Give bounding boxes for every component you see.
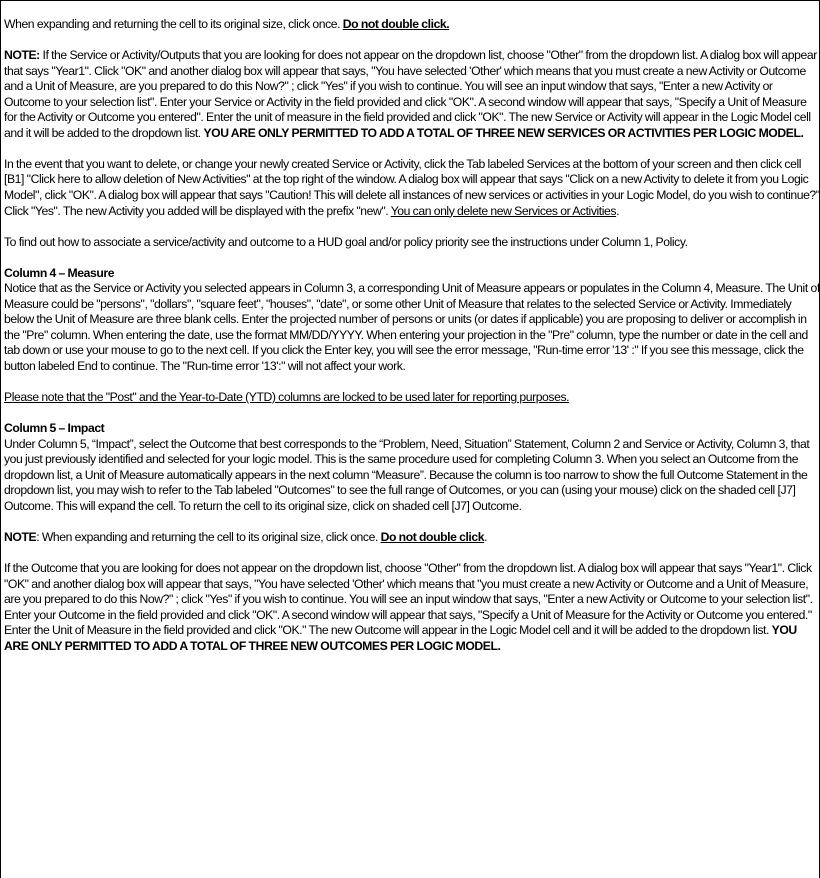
limit-warning: YOU ARE ONLY PERMITTED TO ADD A TOTAL OF THREE NEW OUTCOMES PER LOGIC MODEL.: [4, 623, 797, 653]
warning-text: Do not double click.: [342, 17, 450, 31]
section-body: Under Column 5, “Impact”, select the Outcome that best corresponds to the “Problem, Need, Situation” Statement, Column 2 and Service or Activity, Column 3, that you just previously identified and selected for your logic model. This is the same procedure used for completing Column 3. When you select an Outcome from the dropdown list, a Unit of Measure automatically appears in the next column “Measure”. Because the column is too narrow to show the full Outcome Statement in the dropdown list, you may wish to refer to the Tab labeled "Outcomes" to see the full range of Outcomes, or you can (using your mouse) click on the shaded cell [J7] Outcome. This will expand the cell. To return the cell to its original size, click on shaded cell [J7] Outcome.: [4, 436, 810, 513]
section-body: Notice that as the Service or Activity you selected appears in Column 3, a corresponding Unit of Measure appears or populates in the Column 4, Measure. The Unit of Measure could be "persons", "dollars", "square feet", "houses", "date", or some other Unit of Measure that relates to the selected Service or Activity. Immediately below the Unit of Measure are three blank cells. Enter the projected number of persons or units (or dates if applicable) you are proposing to deliver or accomplish in the "Pre" column. When entering the date, use the format MM/DD/YYYY. When entering your projection in the "Pre" column, type the number or date in the cell and tab down or use your mouse to go to the next cell. If you click the Enter key, you will see the error message, "Run-time error '13' :" If you see this message, click the button labeled End to continue. The "Run-time error '13':" will not affect your work.: [4, 281, 820, 374]
text: .: [484, 530, 488, 545]
delete-services-paragraph: [4, 157, 820, 219]
note-label: NOTE: [4, 530, 37, 545]
warning-text: Do not double click: [380, 530, 485, 545]
note-label: NOTE:: [4, 48, 40, 63]
locked-columns-note: [4, 390, 820, 406]
section-heading: Column 5 – Impact: [4, 421, 105, 436]
text: : When expanding and returning the cell to its original size, click once.: [36, 530, 381, 545]
section-heading: Column 4 – Measure: [4, 265, 115, 280]
text: If the Outcome that you are looking for does not appear on the dropdown list, choose "Other" from the dropdown list. A dialog box will appear that says "Year1". Click "OK" and another dialog box will appear that says, "You have selected 'Other' which means that "you must create a new Activity or Outcome and a Unit of Measure, are you prepared to do this Now?" ; click "Yes" if you wish to continue. You will see an input window that says, "Enter a new Activity or Outcome to your selection list". Enter your Outcome in the field provided and click "OK". A second window will appear that says, "Specify a Unit of Measure for the Activity or Outcome you entered." Enter the Unit of Measure in the field provided and click "OK." The new Outcome will appear in the Logic Model cell and it will be added to the dropdown list.: [4, 561, 813, 638]
limit-warning: YOU ARE ONLY PERMITTED TO ADD A TOTAL OF THREE NEW SERVICES OR ACTIVITIES PER LOGIC MODEL.: [203, 125, 804, 140]
column-4-section: [4, 266, 820, 375]
other-outcome-paragraph: [4, 561, 820, 654]
column-5-section: [4, 421, 820, 514]
underlined-text: You can only delete new Services or Activities: [390, 203, 617, 218]
hud-goal-paragraph: To find out how to associate a service/activity and outcome to a HUD goal and/or policy priority see the instructions under Column 1, Policy.: [4, 234, 688, 249]
text: .: [616, 203, 620, 218]
column-5-note: [4, 530, 820, 546]
note-other-services-paragraph: [4, 48, 820, 141]
text: In the event that you want to delete, or change your newly created Service or Activity, click the Tab labeled Services at the bottom of your screen and then click cell [B1] "Click here to allow deletion of New Activities" at the top right of the window. A dialog box will appear that says "Click on a new Activity to delete it from you Logic Model", click "OK". A dialog box will appear that says "Caution! This will delete all instances of new services or activities in your Logic Model, do you wish to continue?" Click "Yes". The new Activity you added will be displayed with the prefix "new".: [4, 156, 820, 218]
underlined-text: Please note that the "Post" and the Year-to-Date (YTD) columns are locked to be used later for reporting purposes.: [4, 390, 570, 405]
click-once-paragraph: [4, 17, 820, 33]
text: If the Service or Activity/Outputs that you are looking for does not appear on the dropdown list, choose "Other" from the dropdown list. A dialog box will appear that says "Year1". Click "OK" and another dialog box will appear that says, "You have selected 'Other' which means that you must create a new Activity or Outcome and a Unit of Measure, are you prepared to do this Now?" ; click "Yes" if you wish to continue. You will see an input window that says, "Enter a new Activity or Outcome to your selection list". Enter your Service or Activity in the field provided and click "OK". A second window will appear that says, "Specify a Unit of Measure for the Activity or Outcome you entered". Enter the unit of measure in the field provided and click "OK". The new Service or Activity will appear in the Logic Model cell and it will be added to the dropdown list.: [4, 48, 817, 140]
instructions-text: [4, 17, 820, 670]
text: When expanding and returning the cell to its original size, click once.: [4, 17, 343, 31]
